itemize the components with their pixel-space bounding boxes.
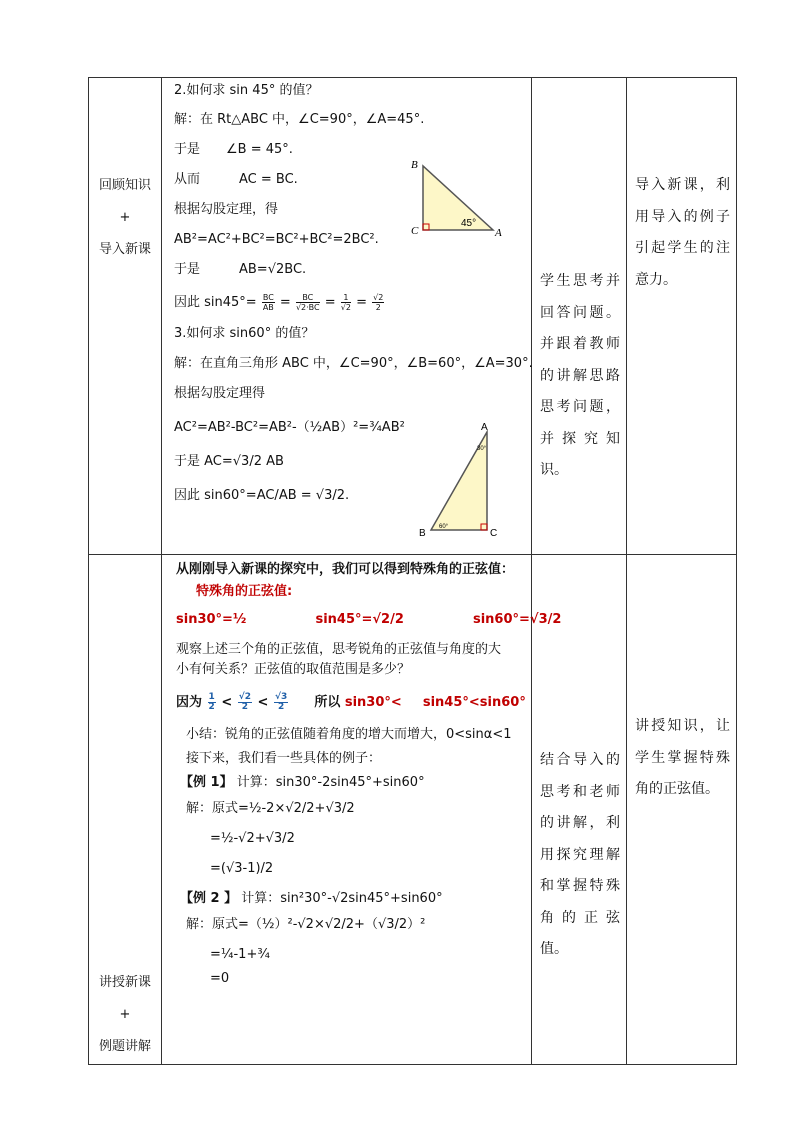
tri1-angle-label: 45°: [461, 218, 477, 229]
design-intent-cell: [627, 555, 737, 1065]
tri1-label-b: B: [411, 159, 418, 171]
student-activity-cell: [532, 78, 627, 555]
sin45-value: sin45°=√2/2: [315, 612, 404, 627]
example-2-label: 【例 2 】: [180, 891, 238, 906]
stage-line: +: [119, 210, 131, 225]
stage-line: +: [119, 1007, 131, 1022]
solution-line: 解：在 Rt△ABC 中，∠C=90°，∠A=45°.: [174, 112, 425, 127]
solution-line: AB²=AC²+BC²=BC²+BC²=2BC².: [174, 232, 379, 247]
next-text: 接下来，我们看一些具体的例子：: [186, 751, 382, 766]
sin60-value: sin60°=√3/2: [472, 612, 562, 627]
example-1-solution: 解：原式=½-2×√2/2+√3/2: [186, 801, 355, 816]
solution-line: 从而 AC = BC.: [174, 172, 298, 187]
stage-line: 讲授新课: [98, 975, 151, 990]
triangle-45-figure: [407, 158, 512, 238]
ineq-rest: sin45°<sin60°: [422, 695, 526, 710]
student-activity-text: 结合导入的思考和老师的讲解，利用探究理解和掌握特殊角的正弦值。: [540, 752, 620, 957]
table-row-new-lesson: [89, 555, 737, 1065]
solution-line: AC²=AB²-BC²=AB²-（½AB）²=¾AB²: [174, 420, 405, 435]
question-3: 3.如何求 sin60° 的值？: [174, 326, 315, 341]
ineq-sin30: sin30°<: [344, 695, 402, 710]
example-1-label: 【例 1】: [180, 775, 233, 790]
tri2-label-b: B: [419, 528, 426, 539]
example-1: [180, 776, 531, 790]
tri2-angle-bottom: 60°: [439, 524, 449, 530]
tri2-angle-top: 30°: [477, 446, 487, 452]
section-heading: 从刚刚导入新课的探究中，我们可以得到特殊角的正弦值：: [176, 562, 515, 577]
solution-line: 因此 sin60°=AC/AB = √3/2.: [174, 488, 350, 503]
example-1-text: 计算：sin30°-2sin45°+sin60°: [236, 775, 425, 790]
solution-line: 根据勾股定理得: [174, 386, 266, 401]
design-intent-text: 讲授知识，让学生掌握特殊角的正弦值。: [635, 718, 730, 797]
tri2-label-c: C: [490, 528, 498, 539]
tri1-label-a: A: [495, 227, 502, 238]
question-2: 2.如何求 sin 45° 的值？: [174, 83, 319, 98]
solution-line: 解：在直角三角形 ABC 中，∠C=90°，∠B=60°，∠A=30°.: [174, 356, 533, 371]
special-angles-heading: 特殊角的正弦值:: [196, 584, 293, 599]
stage-line: 例题讲解: [98, 1039, 151, 1054]
example-2: [180, 892, 531, 906]
sin30-value: sin30°=½: [176, 612, 247, 627]
example-2-step: =0: [210, 971, 230, 986]
example-2-text: 计算：sin²30°-√2sin45°+sin60°: [241, 891, 443, 906]
example-2-step: =¼-1+¾: [210, 947, 270, 962]
design-intent-text: 导入新课，利用导入的例子引起学生的注意力。: [635, 177, 730, 288]
example-1-step: =½-√2+√3/2: [210, 831, 295, 846]
inequality-row: 因为 $\frac{1}{2}$ < $\frac{√2}{2}$ < $\frac{√3}{2}$ 所以 sin30°< sin45°<sin60°: [176, 692, 526, 712]
because-label: 因为: [176, 695, 203, 710]
lesson-plan-table: [88, 77, 737, 1065]
design-intent-cell: [627, 78, 737, 555]
example-1-step: =(√3-1)/2: [210, 861, 274, 876]
tri1-label-c: C: [411, 225, 419, 237]
stage-line: 回顾知识: [98, 178, 151, 193]
student-activity-cell: [532, 555, 627, 1065]
solution-line: 于是 ∠B = 45°.: [174, 142, 293, 157]
content-cell: [162, 78, 532, 555]
table-row-review: [89, 78, 737, 555]
summary-text: 小结：锐角的正弦值随着角度的增大而增大，0<sinα<1: [186, 727, 512, 742]
stage-line: 导入新课: [98, 242, 151, 257]
observe-text: 小有何关系？正弦值的取值范围是多少？: [176, 662, 411, 677]
solution-line: 因此 sin45°= $\frac{BC}{AB}$ = $\frac{BC}{√2\cdot BC}$ = $\frac{1}{√2}$ = $\frac{√2}{2}$: [174, 293, 384, 312]
triangle-30-60-figure: [417, 420, 502, 540]
special-values-row: [176, 612, 562, 627]
sin45-derivation-label: 因此 sin45°=: [174, 295, 257, 310]
solution-line: 于是 AC=√3/2 AB: [174, 454, 284, 469]
solution-line: 于是 AB=√2BC.: [174, 262, 307, 277]
observe-text: 观察上述三个角的正弦值，思考锐角的正弦值与角度的大: [176, 642, 502, 657]
stage-cell: [89, 78, 162, 555]
stage-cell: [89, 555, 162, 1065]
solution-line: 根据勾股定理，得: [174, 202, 279, 217]
content-cell: [162, 555, 562, 1065]
example-2-solution: 解：原式=（½）²-√2×√2/2+（√3/2）²: [186, 917, 426, 932]
tri2-label-a: A: [481, 422, 488, 433]
so-label: 所以: [314, 695, 341, 710]
student-activity-text: 学生思考并回答问题。并跟着教师的讲解思路思考问题，并探究知识。: [540, 273, 620, 478]
